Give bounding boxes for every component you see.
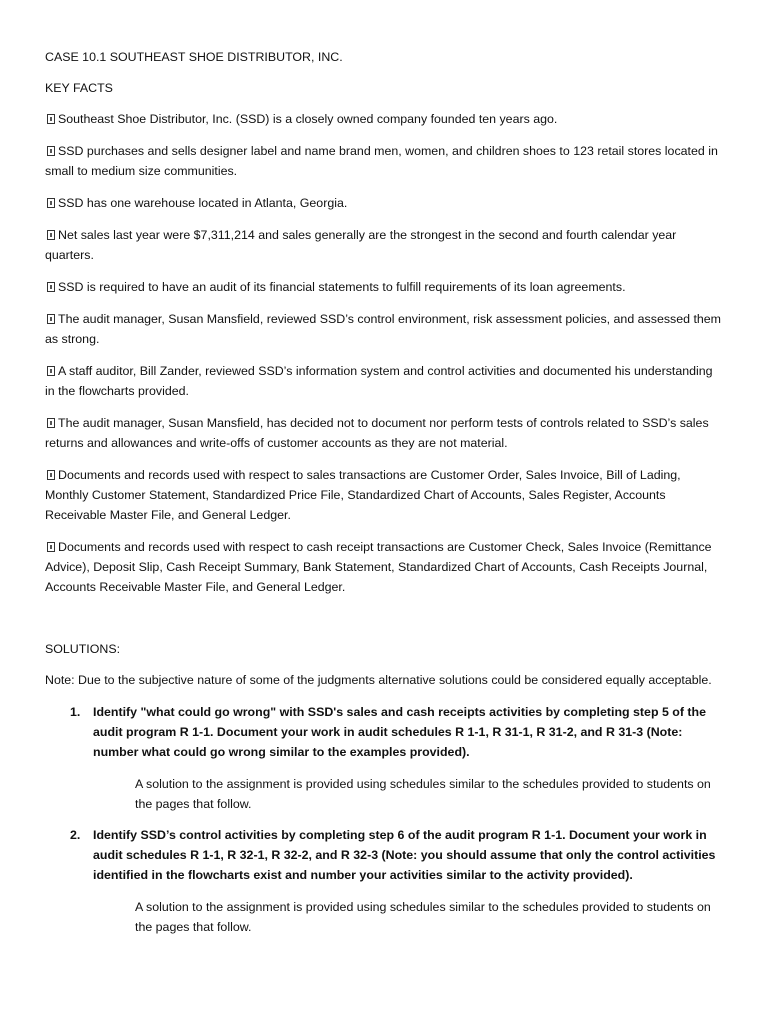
question-item [45,702,725,814]
key-fact: Southeast Shoe Distributor, Inc. (SSD) is a closely owned company founded ten years ago. [45,109,725,129]
missing-glyph-icon [47,198,55,208]
question-item [45,825,725,937]
key-fact: Documents and records used with respect to cash receipt transactions are Customer Check, Sales Invoice (Remittance Advice), Deposit Slip, Cash Receipt Summary, Bank Statement, Standardized Chart of Accounts, Cash Receipts Journal, Accounts Receivable Master File, and General Ledger. [45,540,712,594]
case-title: CASE 10.1 SOUTHEAST SHOE DISTRIBUTOR, INC. [45,50,343,64]
missing-glyph-icon [47,470,55,480]
key-fact: Net sales last year were $7,311,214 and sales generally are the strongest in the second and fourth calendar year quarters. [45,228,677,262]
question-text: Identify SSD’s control activities by completing step 6 of the audit program R 1-1. Document your work in audit schedules R 1-1, R 32-1, R 32-2, and R 32-3 (Note: you should assume that only the control activities identified in the flowcharts exist and number your activities similar to the activity provided). [93,828,716,882]
missing-glyph-icon [47,314,55,324]
missing-glyph-icon [47,542,55,552]
question-answer: A solution to the assignment is provided using schedules similar to the schedules provided to students on the pages that follow. [135,900,711,934]
document-page [45,47,725,948]
key-facts-heading: KEY FACTS [45,81,113,95]
key-fact: SSD is required to have an audit of its financial statements to fulfill requirements of its loan agreements. [45,277,725,297]
key-fact: The audit manager, Susan Mansfield, has decided not to document nor perform tests of controls related to SSD’s sales returns and allowances and write-offs of customer accounts as they are not material. [45,416,709,450]
key-fact: SSD has one warehouse located in Atlanta, Georgia. [45,193,725,213]
missing-glyph-icon [47,282,55,292]
missing-glyph-icon [47,418,55,428]
key-facts-list [45,109,725,597]
missing-glyph-icon [47,230,55,240]
question-list [45,702,725,937]
missing-glyph-icon [47,114,55,124]
question-text: Identify "what could go wrong" with SSD's sales and cash receipts activities by completing step 5 of the audit program R 1-1. Document your work in audit schedules R 1-1, R 31-1, R 31-2, and R 31-3 (Note: number what could go wrong similar to the examples provided). [93,705,707,759]
question-answer: A solution to the assignment is provided using schedules similar to the schedules provided to students on the pages that follow. [135,777,711,811]
key-fact: The audit manager, Susan Mansfield, reviewed SSD’s control environment, risk assessment policies, and assessed them as strong. [45,312,721,346]
question-number: 1. [70,705,81,719]
key-fact: Documents and records used with respect to sales transactions are Customer Order, Sales Invoice, Bill of Lading, Monthly Customer Statement, Standardized Price File, Standardized Chart of Accounts, Sales Register, Accounts Receivable Master File, and General Ledger. [45,468,681,522]
question-number: 2. [70,828,81,842]
solutions-note: Note: Due to the subjective nature of some of the judgments alternative solutions could be considered equally acceptable. [45,673,712,687]
missing-glyph-icon [47,366,55,376]
key-fact: SSD purchases and sells designer label and name brand men, women, and children shoes to 123 retail stores located in small to medium size communities. [45,144,718,178]
key-fact: A staff auditor, Bill Zander, reviewed SSD’s information system and control activities and documented his understanding in the flowcharts provided. [45,364,713,398]
solutions-heading: SOLUTIONS: [45,642,121,656]
missing-glyph-icon [47,146,55,156]
